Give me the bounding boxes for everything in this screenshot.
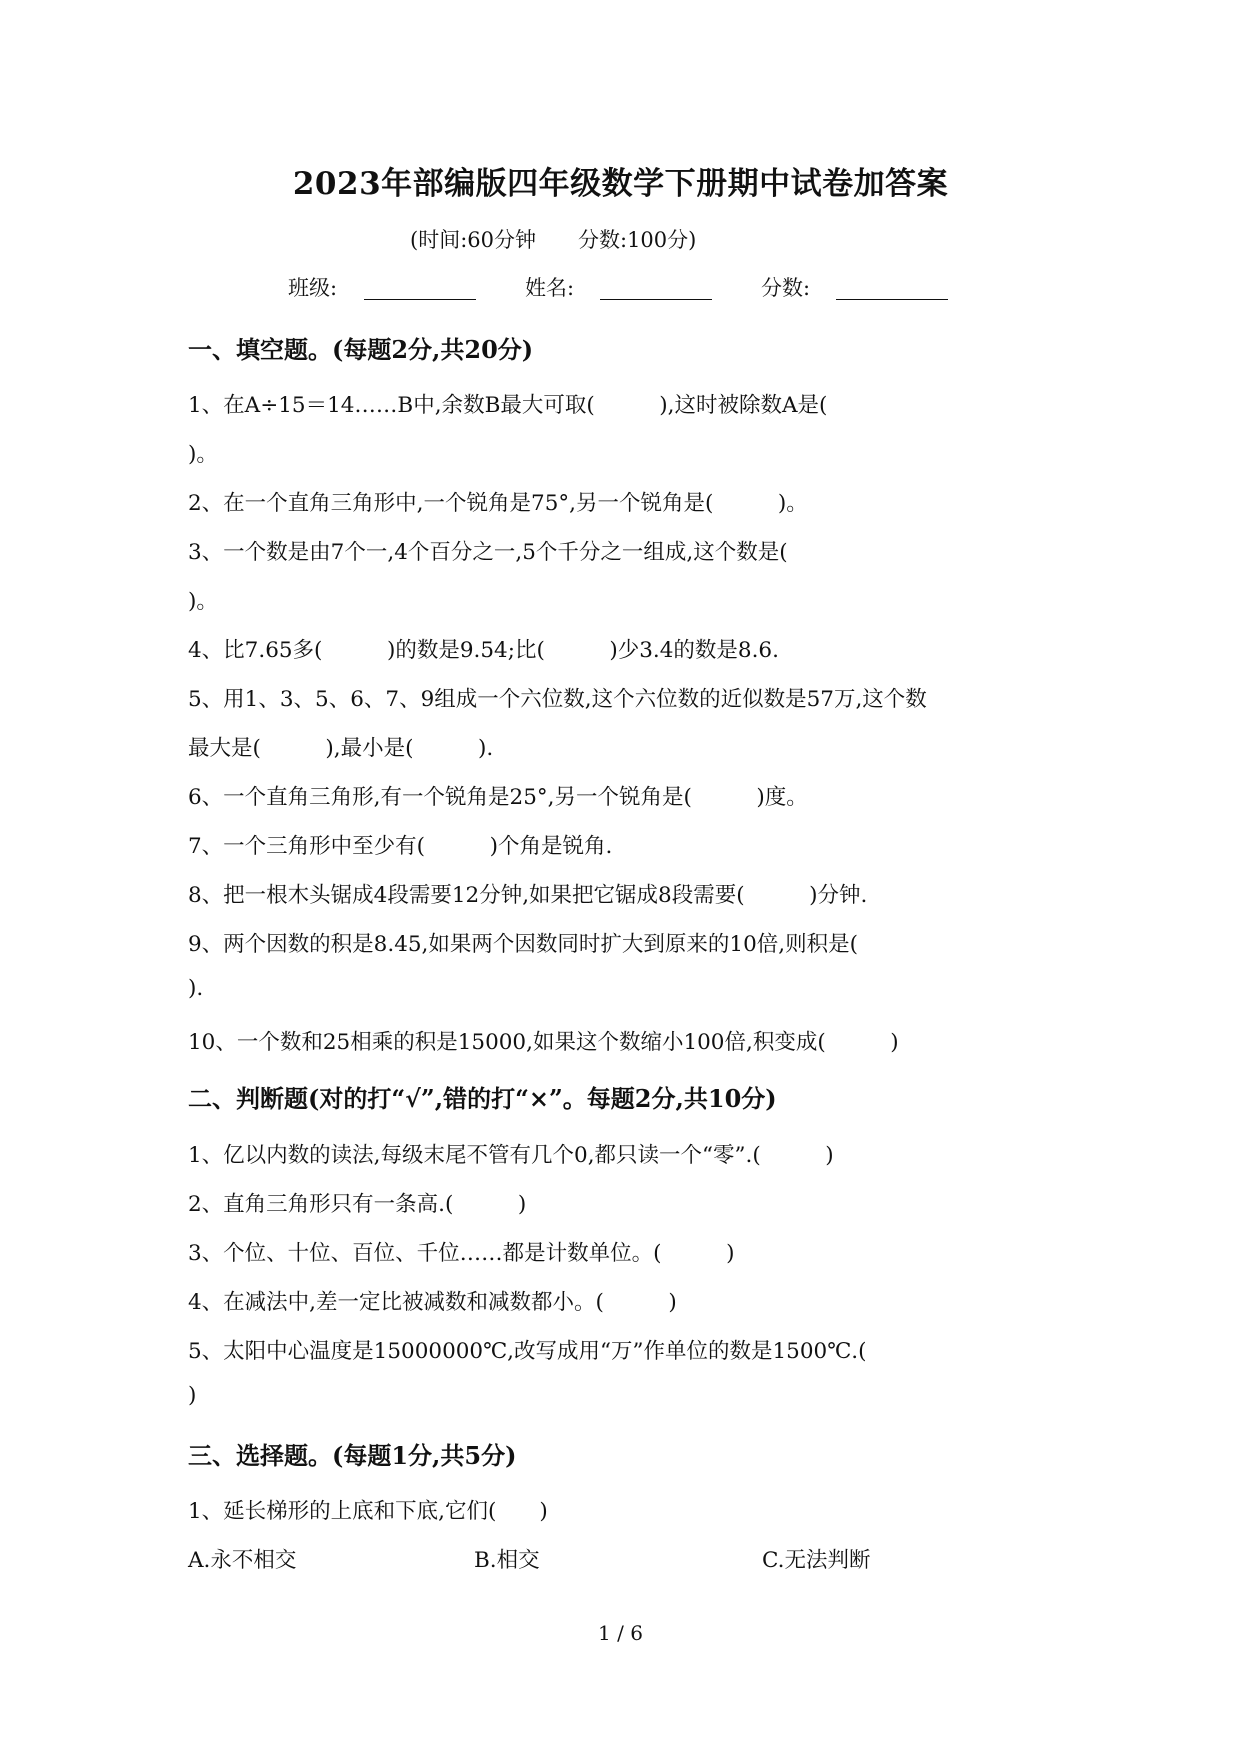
section-heading-fill-in: 一、填空题。(每题2分,共20分) [188, 335, 534, 364]
name-blank [600, 299, 712, 300]
question-line: 4、在减法中,差一定比被减数和减数都小。( ) [188, 1290, 677, 1315]
question-line: ). [188, 976, 204, 1001]
name-label: 姓名: [525, 276, 575, 300]
exam-subtitle: (时间:60分钟 分数:100分) [410, 228, 697, 252]
question-line: 4、比7.65多( )的数是9.54;比( )少3.4的数是8.6. [188, 638, 779, 663]
question-line: 1、亿以内数的读法,每级末尾不管有几个0,都只读一个“零”.( ) [188, 1143, 834, 1168]
class-label: 班级: [288, 276, 338, 300]
class-blank [364, 299, 476, 300]
question-line: 5、用1、3、5、6、7、9组成一个六位数,这个六位数的近似数是57万,这个数 [188, 687, 927, 712]
question-line: 10、一个数和25相乘的积是15000,如果这个数缩小100倍,积变成( ) [188, 1030, 899, 1055]
section-heading-multiple-choice: 三、选择题。(每题1分,共5分) [188, 1441, 517, 1470]
question-line: )。 [188, 442, 218, 467]
question-line: 3、个位、十位、百位、千位……都是计数单位。( ) [188, 1241, 735, 1266]
question-line: )。 [188, 589, 218, 614]
question-line: 8、把一根木头锯成4段需要12分钟,如果把它锯成8段需要( )分钟. [188, 883, 868, 908]
question-line: 最大是( ),最小是( ). [188, 736, 494, 761]
page-number: 1 / 6 [598, 1621, 643, 1645]
question-line: 5、太阳中心温度是15000000℃,改写成用“万”作单位的数是1500℃.( [188, 1339, 867, 1364]
question-line: 2、直角三角形只有一条高.( ) [188, 1192, 527, 1217]
choice-option-b: B.相交 [474, 1548, 540, 1573]
score-label: 分数: [761, 276, 811, 300]
choice-option-c: C.无法判断 [762, 1548, 871, 1573]
question-line: 6、一个直角三角形,有一个锐角是25°,另一个锐角是( )度。 [188, 785, 808, 810]
question-line: 3、一个数是由7个一,4个百分之一,5个千分之一组成,这个数是( [188, 540, 788, 565]
question-line: ) [188, 1383, 197, 1408]
question-line: 2、在一个直角三角形中,一个锐角是75°,另一个锐角是( )。 [188, 491, 808, 516]
question-line: 7、一个三角形中至少有( )个角是锐角. [188, 834, 613, 859]
score-blank [836, 299, 948, 300]
question-line: 1、在A÷15＝14……B中,余数B最大可取( ),这时被除数A是( [188, 393, 828, 418]
section-heading-true-false: 二、判断题(对的打“√”,错的打“×”。每题2分,共10分) [188, 1084, 777, 1113]
question-line: 1、延长梯形的上底和下底,它们( ) [188, 1499, 548, 1524]
page-title: 2023年部编版四年级数学下册期中试卷加答案 [292, 166, 949, 202]
question-line: 9、两个因数的积是8.45,如果两个因数同时扩大到原来的10倍,则积是( [188, 932, 858, 957]
choice-option-a: A.永不相交 [188, 1548, 297, 1573]
